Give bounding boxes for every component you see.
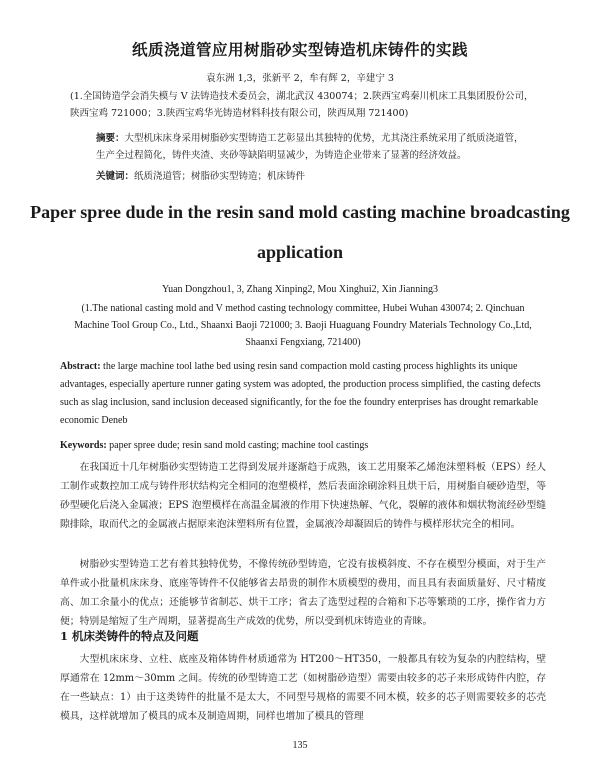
english-title: Paper spree dude in the resin sand mold casting machine broadcasting application <box>30 202 570 262</box>
chinese-keywords <box>96 168 526 182</box>
section-1-heading: 1 机床类铸件的特点及问题 <box>60 629 199 643</box>
english-authors: Yuan Dongzhou1, 3, Zhang Xinping2, Mou Xinghui2, Xin Jianning3 <box>161 284 439 295</box>
english-keywords-label: Keywords: <box>60 440 107 451</box>
body-paragraph-2: 树脂砂实型铸造工艺有着其独特优势，不像传统砂型铸造，它没有拔模斜度、不存在模型分模面，对于生产单件或小批量机床床身、底座等铸件不仅能够省去昂贵的制作木质模型的费用，而且具有表面质量好、尺寸精度高、加工余量小的优点；还能够节省制芯、烘干工序；省去了选型过程的合箱和下芯等繁琐的工序，操作省力方便；特别是缩短了生产周期，显著提高生产成效的优势，所以受到机床铸造业的青睐。 <box>60 559 546 627</box>
chinese-keywords-label: 关键词： <box>96 171 135 182</box>
chinese-authors: 袁东洲 1,3，张新平 2，牟有辉 2，辛建宁 3 <box>206 73 394 84</box>
body-paragraph-1: 在我国近十几年树脂砂实型铸造工艺得到发展并逐渐趋于成熟，该工艺用聚苯乙烯泡沫塑料板（EPS）经人工制作或数控加工成与铸件形状结构完全相同的泡塑模样，然后表面涂刷涂料且烘干后，用树脂自硬砂造型，等砂型硬化后浇入金属液；EPS 泡塑模样在高温金属液的作用下快速热解、气化，裂解的液体和烟状物流经砂型缝隙排除，取而代之的金属液占据原来泡沫塑料所有位置，金属液冷却凝固后的铸件与模样形状完全的相同。 <box>60 462 546 530</box>
chinese-abstract-label: 摘要： <box>96 133 125 144</box>
english-abstract-label: Abstract: <box>60 361 101 372</box>
page-number: 135 <box>292 740 308 751</box>
english-keywords-text: paper spree dude; resin sand mold casting; machine tool castings <box>106 440 369 451</box>
english-affiliation: (1.The national casting mold and V method casting technology committee, Hubei Wuhan 430074; 2. Qinchuan Machine Tool Group Co., Ltd., Shaanxi Baoji 721000; 3. Baoji Huaguang Foundry Materials Technology Co.,Ltd, Shaanxi Fengxiang, 721400) <box>74 303 532 348</box>
english-keywords <box>60 440 546 451</box>
chinese-keywords-text: 纸质浇道管；树脂砂实型铸造；机床铸件 <box>134 171 306 182</box>
chinese-affiliation: (1.全国铸造学会消失模与 V 法铸造技术委员会，湖北武汉 430074；2.陕西宝鸡秦川机床工具集团股份公司，陕西宝鸡 721000；3.陕西宝鸡华光铸造材料科技有限公司，陕西凤翔 721400) <box>70 91 534 119</box>
chinese-title: 纸质浇道管应用树脂砂实型铸造机床铸件的实践 <box>131 40 468 59</box>
english-abstract-text: the large machine tool lathe bed using resin sand compaction mold casting process highlights its unique advantages, especially aperture runner gating system was adopted, the production process simplified, the casting defects such as slag inclusion, sand inclusion deceased significantly, for the foe the foundry enterprises has drought remarkable economic Deneb <box>60 361 541 426</box>
chinese-abstract-text: 大型机床床身采用树脂砂实型铸造工艺彰显出其独特的优势，尤其浇注系统采用了纸质浇道管，生产全过程简化，铸件夹渣、夹砂等缺陷明显减少，为铸造企业带来了显著的经济效益。 <box>96 133 524 161</box>
chinese-abstract <box>96 130 526 164</box>
body-paragraph-3: 大型机床床身、立柱、底座及箱体铸件材质通常为 HT200～HT350，一般都具有较为复杂的内腔结构，壁厚通常在 12mm～30mm 之间。传统的砂型铸造工艺（如树脂砂造型）需要由较多的芯子来形成铸件内腔，存在一些缺点：1）由于这类铸件的批量不是太大，不同型号规格的需要不同木模，较多的芯子则需要较多的芯壳模具，这样就增加了模具的成本及制造周期，同样也增加了模具的管理 <box>60 654 546 722</box>
english-abstract <box>60 358 546 430</box>
